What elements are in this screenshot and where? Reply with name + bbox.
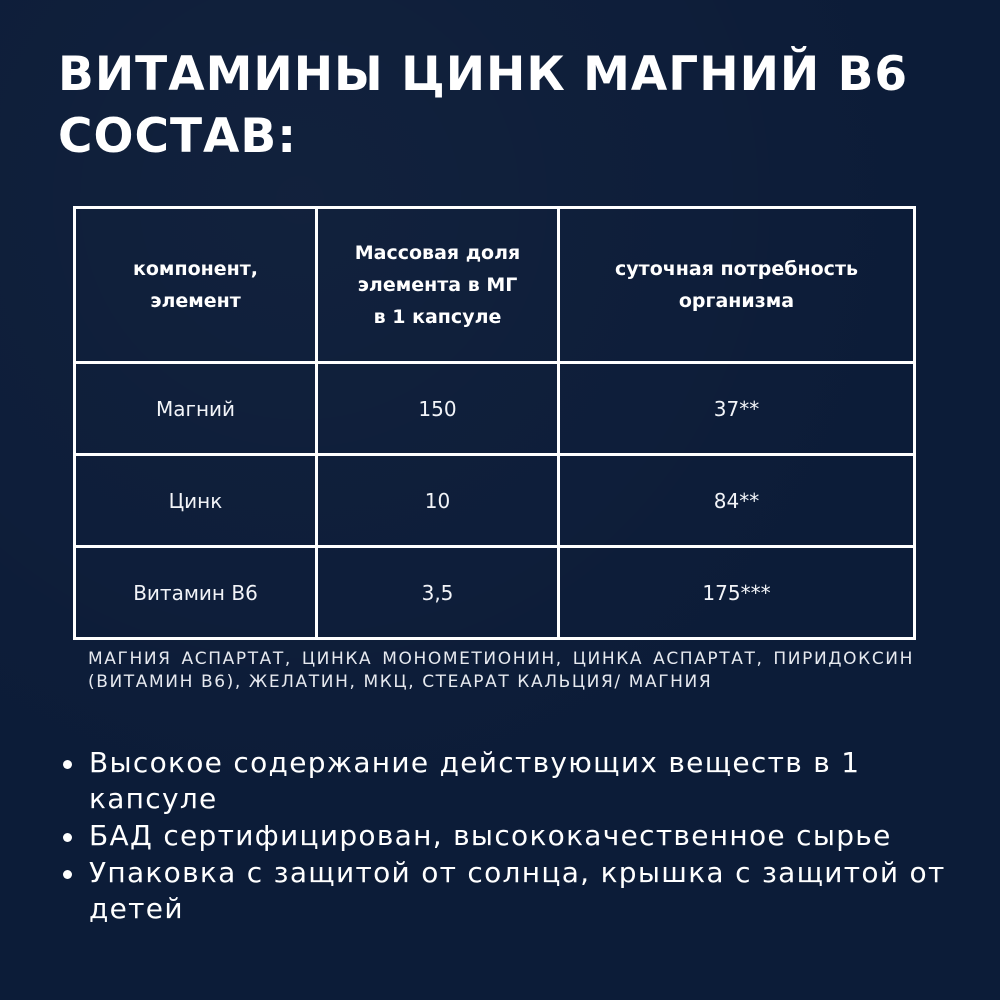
ingredients-text: МАГНИЯ АСПАРТАТ, ЦИНКА МОНОМЕТИОНИН, ЦИНКА АСПАРТАТ, ПИРИДОКСИН (ВИТАМИН В6), ЖЕЛАТИН, МКЦ, СТЕАРАТ КАЛЬЦИЯ/ МАГНИЯ xyxy=(88,649,914,692)
cell-daily-need: 37** xyxy=(559,363,915,455)
list-item xyxy=(60,818,960,854)
benefit-text: БАД сертифицирован, высококачественное сырье xyxy=(89,819,892,852)
header-component-line: компонент, xyxy=(132,258,259,280)
cell-mass: 10 xyxy=(317,455,559,547)
bullet-dot-icon xyxy=(63,833,72,842)
composition-table xyxy=(73,206,916,640)
header-mass-line: элемента в МГ xyxy=(357,274,518,296)
header-daily-need-line: суточная потребность xyxy=(615,258,858,280)
cell-component: Цинк xyxy=(75,455,317,547)
cell-component: Магний xyxy=(75,363,317,455)
header-component xyxy=(75,208,317,363)
page-title xyxy=(58,44,958,168)
list-item xyxy=(60,745,960,817)
header-mass-line: в 1 капсуле xyxy=(373,306,502,328)
table-row xyxy=(75,455,915,547)
cell-mass: 3,5 xyxy=(317,547,559,639)
table-row xyxy=(75,363,915,455)
header-component-line: элемент xyxy=(150,290,241,312)
benefit-text: Высокое содержание действующих веществ в 1 капсуле xyxy=(89,746,861,815)
title-line-2: СОСТАВ: xyxy=(58,109,297,164)
header-mass xyxy=(317,208,559,363)
bullet-dot-icon xyxy=(63,760,72,769)
cell-mass: 150 xyxy=(317,363,559,455)
table-header-row xyxy=(75,208,915,363)
table-row xyxy=(75,547,915,639)
cell-daily-need: 84** xyxy=(559,455,915,547)
header-daily-need xyxy=(559,208,915,363)
list-item xyxy=(60,855,960,927)
benefits-list xyxy=(60,745,960,928)
cell-component: Витамин В6 xyxy=(75,547,317,639)
header-daily-need-line: организма xyxy=(678,290,795,312)
cell-daily-need: 175*** xyxy=(559,547,915,639)
benefit-text: Упаковка с защитой от солнца, крышка с защитой от детей xyxy=(89,856,946,925)
bullet-dot-icon xyxy=(63,870,72,879)
header-mass-line: Массовая доля xyxy=(354,242,521,264)
title-line-1: ВИТАМИНЫ ЦИНК МАГНИЙ В6 xyxy=(58,47,909,102)
